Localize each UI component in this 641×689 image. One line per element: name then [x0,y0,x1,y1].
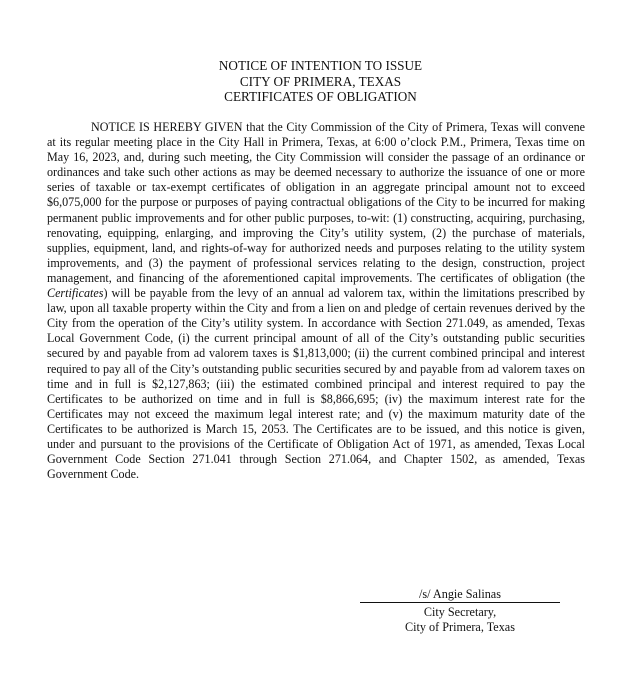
signature-title: City Secretary, [423,605,497,620]
title-line-1: NOTICE OF INTENTION TO ISSUE [218,58,423,73]
body-text-italic-term: Certificates [47,286,104,301]
body-text-part-2: ) will be payable from the levy of an annual ad valorem tax, within the limitations prescribed by law, upon all taxable property within the City and from a lien on and pledge of certain revenues derived by the City from the operation of the City’s utility system. In accordance with Section 271.049, as amended, Texas Local Government Code, (i) the current principal amount of all of the City’s outstanding public securities secured by and payable from ad valorem taxes is $1,813,000; (ii) the current combined principal and interest required to pay all of the City’s outstanding public securities secured by and payable from ad valorem taxes on time and in full is $2,127,863; (iii) the estimated combined principal and interest required to pay the Certificates to be authorized on time and in full is $8,866,695; (iv) the maximum interest rate for the Certificates may not exceed the maximum legal interest rate; and (v) the maximum maturity date of the Certificates to be authorized is March 15, 2053. The Certificates are to be issued, and this notice is given, under and pursuant to the provisions of the Certificate of Obligation Act of 1971, as amended, Texas Local Government Code Section 271.041 through Section 271.064, and Chapter 1502, as amended, Texas Government Code. [47,286,585,482]
signature-block [360,587,560,635]
title-line-3: CERTIFICATES OF OBLIGATION [224,89,417,104]
notice-body-paragraph [47,120,585,482]
title-line-2: CITY OF PRIMERA, TEXAS [239,73,402,89]
signature-name: /s/ Angie Salinas [360,587,560,603]
notice-title [0,58,641,105]
signature-entity: City of Primera, Texas [405,620,515,635]
body-text-part-1: NOTICE IS HEREBY GIVEN that the City Commission of the City of Primera, Texas will convene at its regular meeting place in the City Hall in Primera, Texas, at 6:00 o’clock P.M., Primera, Texas time on May 16, 2023, and, during such meeting, the City Commission will consider the passage of an ordinance or ordinances and take such other actions as may be deemed necessary to authorize the issuance of one or more series of taxable or tax-exempt certificates of obligation in an aggregate principal amount not to exceed $6,075,000 for the purpose or purposes of paying contractual obligations of the City to be incurred for making permanent public improvements and for other public purposes, to-wit: (1) constructing, acquiring, purchasing, renovating, equipping, enlarging, and improving the City’s utility system, (2) the purchase of materials, supplies, equipment, land, and rights-of-way for authorized needs and purposes relating to the utility system improvements, and (3) the payment of professional services relating to the design, construction, project management, and financing of the aforementioned capital improvements. The certificates of obligation (the [47,120,585,285]
